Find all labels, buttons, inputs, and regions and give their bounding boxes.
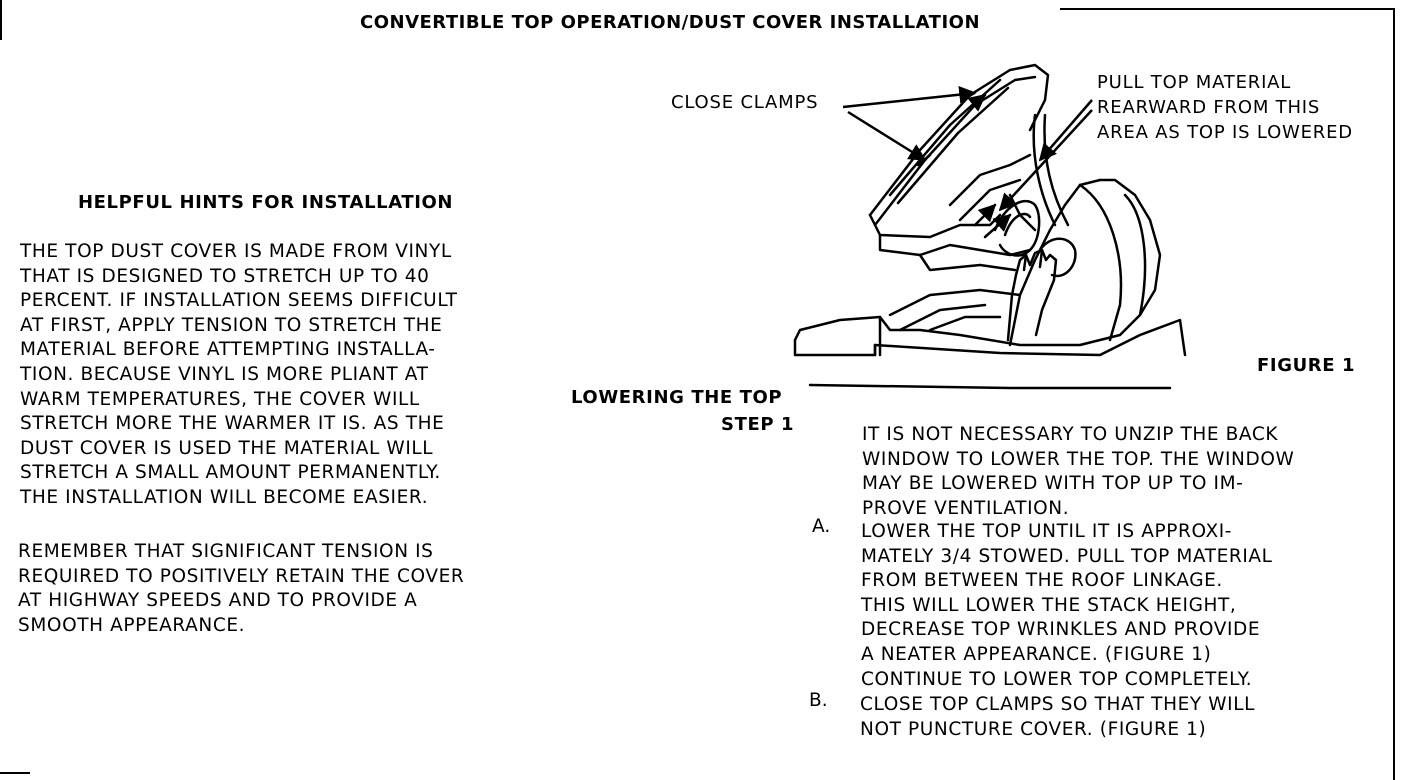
step-label: STEP 1 [721, 414, 795, 435]
page-title: CONVERTIBLE TOP OPERATION/DUST COVER INSTALLATION [360, 12, 981, 33]
convertible-top-illustration [780, 55, 1200, 395]
scan-edge-mark [0, 0, 2, 40]
hints-paragraph-1: THE TOP DUST COVER IS MADE FROM VINYL THAT IS DESIGNED TO STRETCH UP TO 40 PERCENT. IF INSTALLATION SEEMS DIFFICULT AT FIRST, APPLY TENSION TO STRETCH THE MATERIAL BEFORE ATTEMPTING INSTALLA- TION. BECAUSE VINYL IS MORE PLIANT AT WARM TEMPERATURES, THE COVER WILL STRETCH MORE THE WARMER IT IS. AS THE DUST COVER IS USED THE MATERIAL WILL STRETCH A SMALL AMOUNT PERMANENTLY. THE INSTALLATION WILL BECOME EASIER. [20, 241, 458, 508]
figure-label: FIGURE 1 [1257, 355, 1356, 376]
page-border-top [1060, 8, 1394, 10]
item-a-text: LOWER THE TOP UNTIL IT IS APPROXI- MATELY 3/4 STOWED. PULL TOP MATERIAL FROM BETWEEN THE ROOF LINKAGE. THIS WILL LOWER THE STACK HEIGHT, DECREASE TOP WRINKLES AND PROVIDE A NEATER APPEARANCE. (FIGURE 1) CONTINUE TO LOWER TOP COMPLETELY. [861, 521, 1273, 690]
item-a-marker: A. [812, 516, 831, 537]
item-b-marker: B. [809, 690, 828, 711]
hints-paragraph-2: REMEMBER THAT SIGNIFICANT TENSION IS REQUIRED TO POSITIVELY RETAIN THE COVER AT HIGHWAY SPEEDS AND TO PROVIDE A SMOOTH APPEARANCE. [18, 541, 465, 636]
item-b-text: CLOSE TOP CLAMPS SO THAT THEY WILL NOT PUNCTURE COVER. (FIGURE 1) [860, 694, 1256, 740]
scan-edge-mark-bottom [0, 772, 30, 774]
lowering-heading: LOWERING THE TOP [571, 387, 783, 408]
callout-pull-top-material: PULL TOP MATERIAL REARWARD FROM THIS AREA AS TOP IS LOWERED [1097, 72, 1353, 143]
page-border-right [1393, 8, 1395, 780]
hints-heading: HELPFUL HINTS FOR INSTALLATION [78, 192, 454, 213]
callout-close-clamps: CLOSE CLAMPS [671, 92, 819, 113]
step-intro-text: IT IS NOT NECESSARY TO UNZIP THE BACK WINDOW TO LOWER THE TOP. THE WINDOW MAY BE LOWERED WITH TOP UP TO IM- PROVE VENTILATION. [862, 424, 1295, 519]
